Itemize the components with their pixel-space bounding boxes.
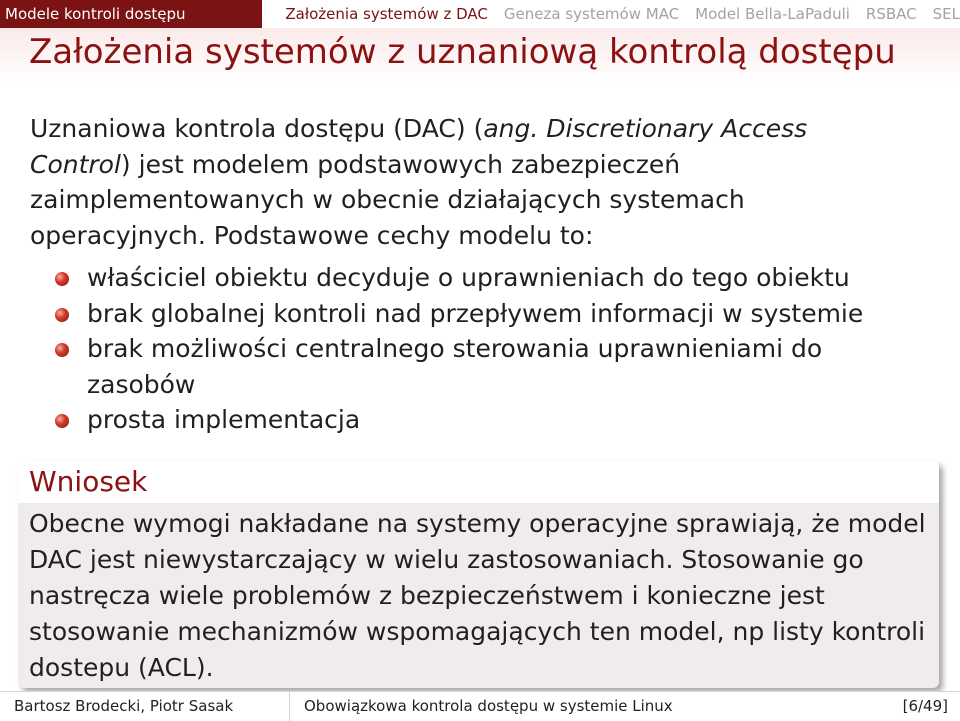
nav-section-rsbac[interactable]: RSBAC [865, 5, 917, 23]
conclusion-block-body: Obecne wymogi nakładane na systemy operacyjne sprawiają, że model DAC jest niewystarczający w wielu zastosowaniach. Stosowanie go nastręcza wiele problemów z bezpieczeństwem i konieczne jest stosowanie mechanizmów wspomagających ten model, np listy kontroli dostepu (ACL). [29, 509, 926, 682]
intro-text-italic: ang. Discretionary Access Control [30, 114, 808, 179]
nav-section-left[interactable]: Modele kontroli dostępu [0, 0, 262, 28]
bullet-ball-icon [55, 272, 69, 286]
bullet-ball-icon [55, 343, 69, 357]
footer-presentation-title: Obowiązkowa kontrola dostępu w systemie Linux [304, 697, 673, 715]
slide-title: Założenia systemów z uznaniową kontrolą dostępu [29, 32, 896, 72]
nav-sections [262, 0, 960, 28]
footer [0, 691, 960, 721]
intro-text-part1: Uznaniowa kontrola dostępu (DAC) ( [30, 114, 484, 143]
footer-page-number: [6/49] [902, 697, 948, 715]
feature-list [55, 260, 915, 438]
bullet-ball-icon [55, 414, 69, 428]
list-item-text: właściciel obiektu decyduje o uprawnieniach do tego obiektu [87, 263, 850, 292]
intro-text-part2: ) jest modelem podstawowych zabezpieczeń zaimplementowanych w obecnie działających systemach operacyjnych. Podstawowe cechy modelu to: [30, 149, 745, 250]
footer-right [290, 692, 960, 721]
list-item [55, 296, 915, 332]
list-item [55, 331, 915, 402]
list-item-text: brak globalnej kontroli nad przepływem informacji w systemie [87, 298, 864, 328]
conclusion-block [18, 461, 939, 688]
conclusion-block-header [18, 461, 939, 503]
list-item-text: brak możliwości centralnego sterowania uprawnieniami do zasobów [87, 334, 823, 399]
nav-section-mac[interactable]: Geneza systemów MAC [503, 5, 680, 23]
nav-section-sel[interactable]: SEL [932, 5, 960, 23]
footer-authors: Bartosz Brodecki, Piotr Sasak [0, 692, 290, 721]
nav-section-bell-lapadula[interactable]: Model Bella-LaPaduli [695, 5, 850, 23]
bullet-ball-icon [55, 308, 69, 322]
nav-section-dac[interactable]: Założenia systemów z DAC [285, 5, 488, 23]
list-item-text: prosta implementacja [87, 405, 361, 434]
navigation-bar [0, 0, 960, 28]
list-item [55, 402, 915, 438]
list-item [55, 260, 915, 296]
intro-paragraph [30, 111, 910, 253]
conclusion-block-title: Wniosek [29, 465, 148, 498]
